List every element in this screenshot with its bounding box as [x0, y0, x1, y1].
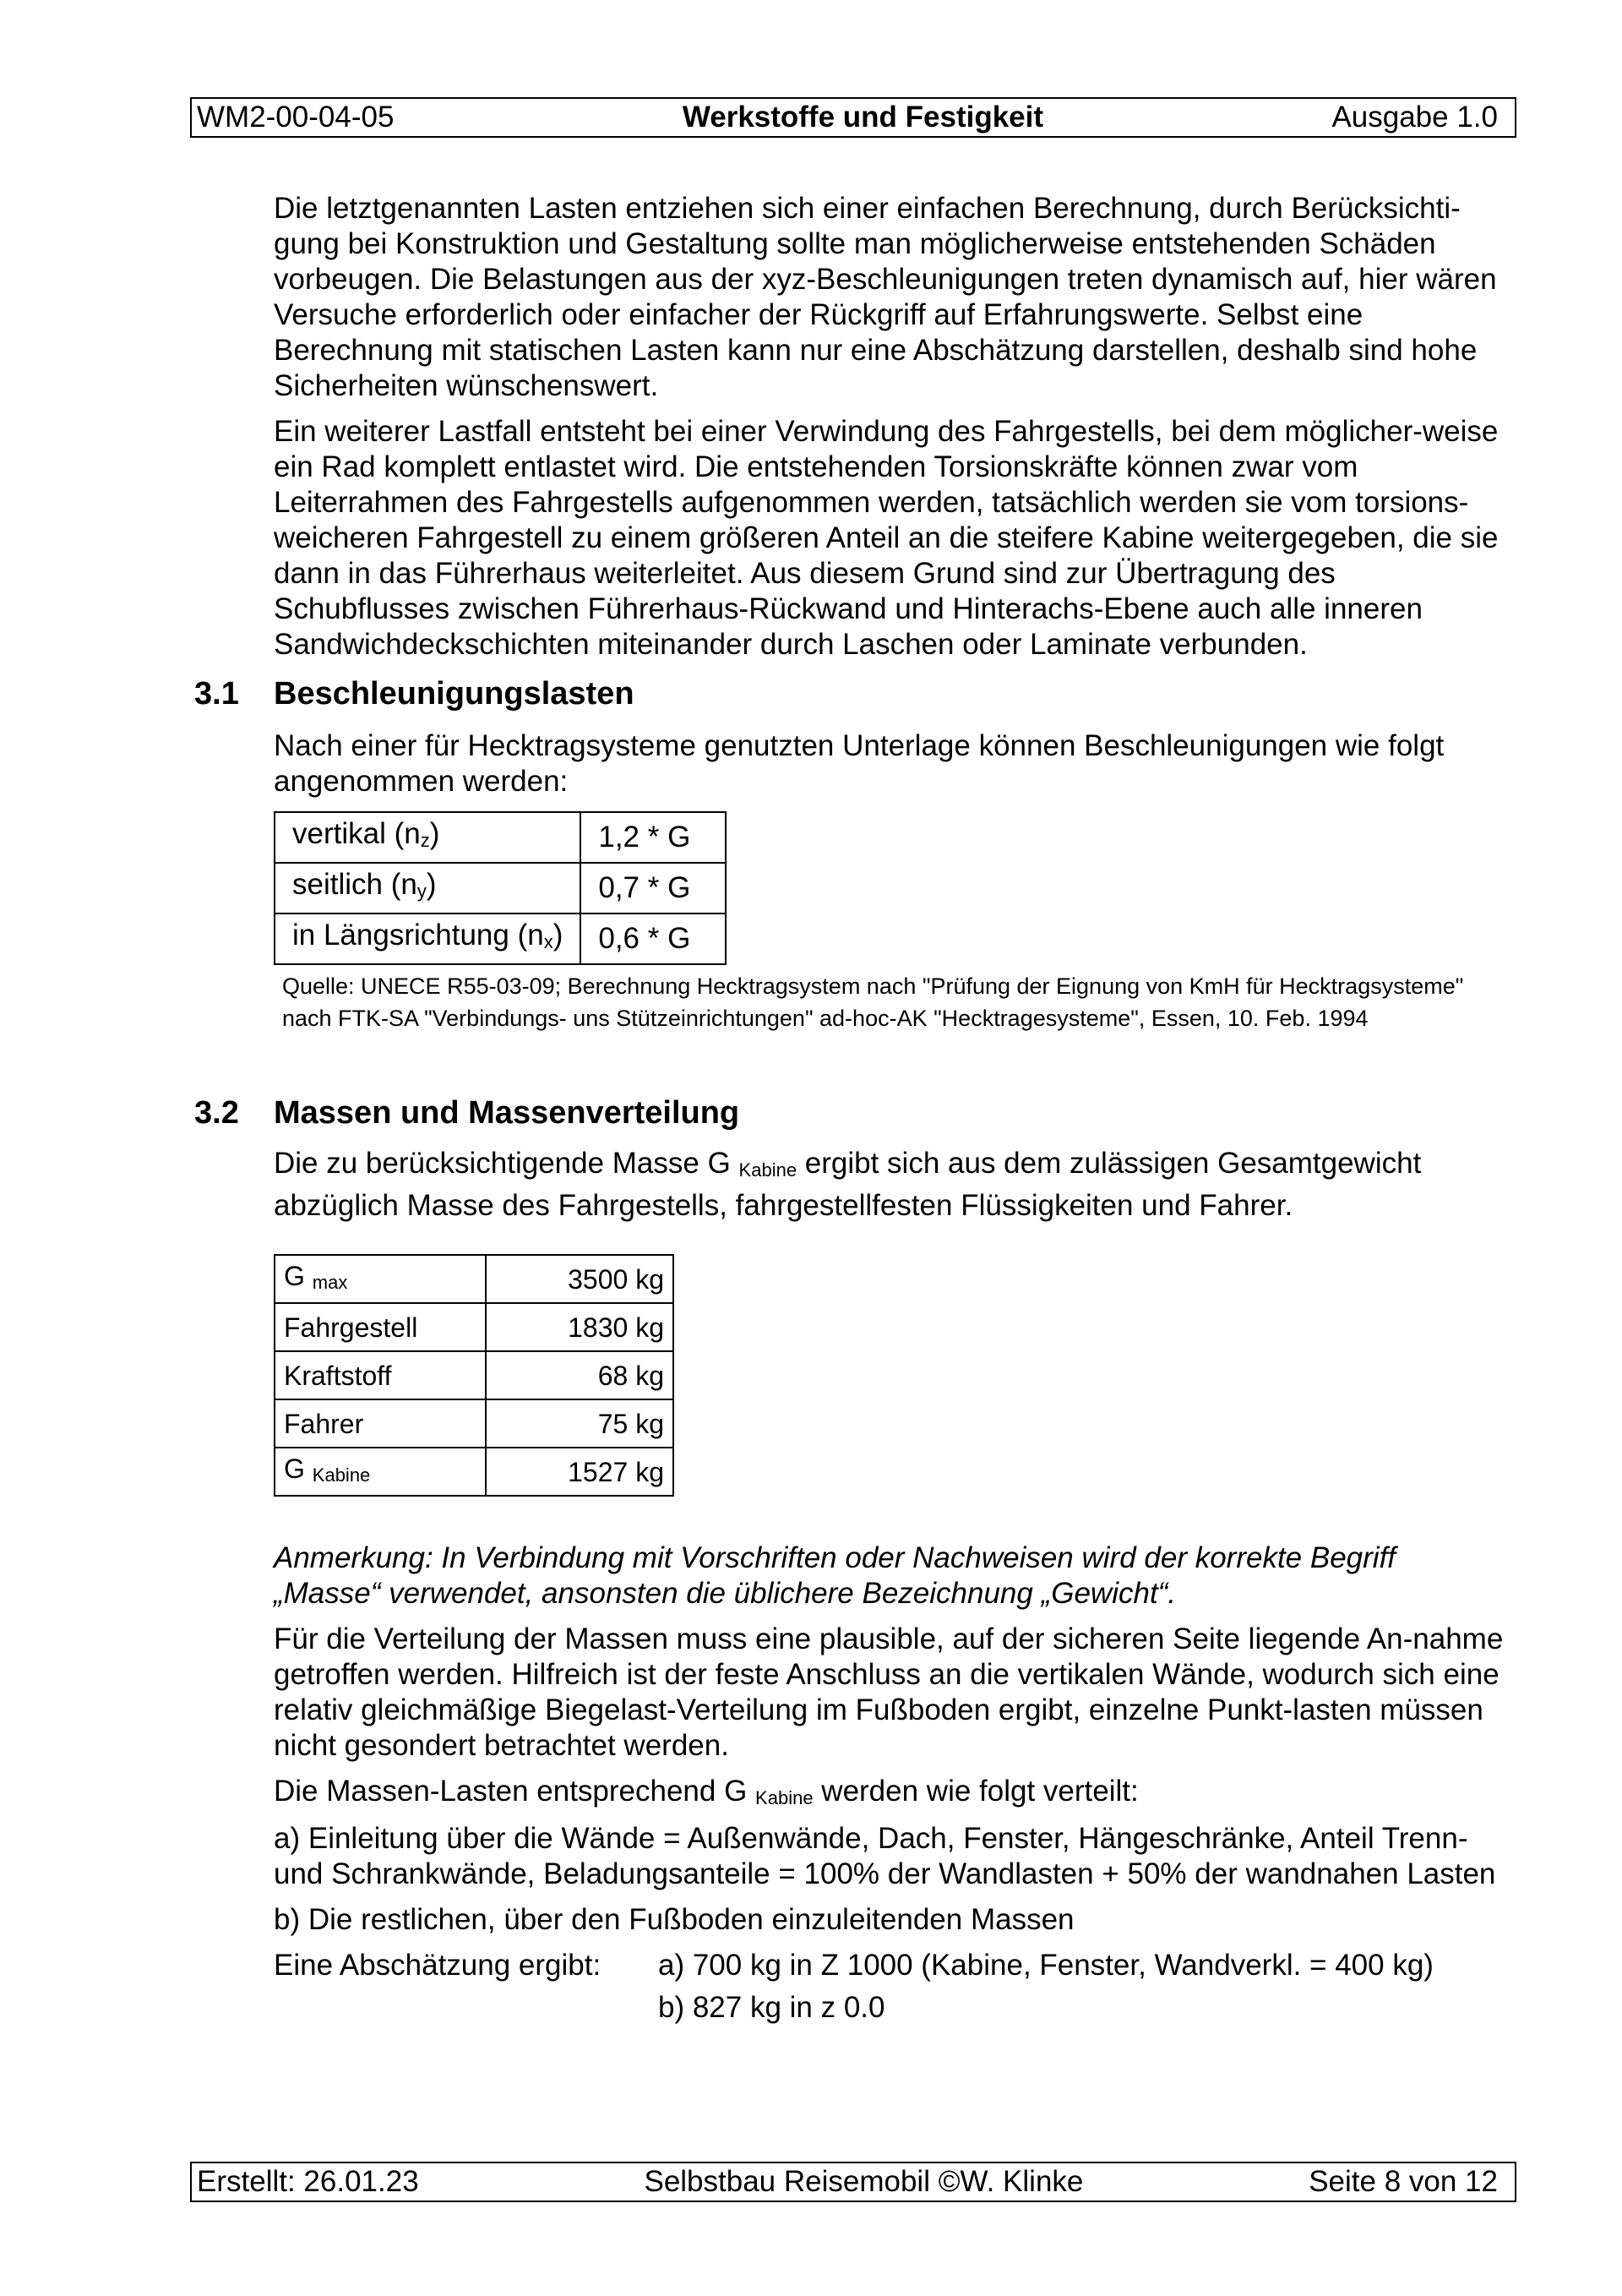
section-3-2-heading [194, 1093, 739, 1133]
section-3-2-body [274, 1146, 1507, 2026]
item-b-paragraph: b) Die restlichen, über den Fußboden einzuleitenden Massen [274, 1903, 1075, 1936]
row-value: 1,2 * G [580, 812, 726, 863]
row-label: G $_{max}$ [275, 1255, 486, 1303]
table-row [275, 1448, 673, 1496]
row-label: Fahrgestell [275, 1303, 486, 1351]
section-3-2-text: Die zu berücksichtigende Masse G $_{Kabine}$ ergibt sich aus dem zulässigen Gesamtgewicht abzüglich Masse des Fahrgestells, fahrgestellfesten Flüssigkeiten und Fahrer. [274, 1147, 1422, 1222]
table-row [275, 863, 726, 913]
edition: Ausgabe 1.0 [1331, 101, 1498, 134]
section-3-1-heading [194, 674, 634, 714]
estimate-label: Eine Abschätzung ergibt: [274, 1949, 601, 1982]
acceleration-table [274, 811, 727, 965]
intro-text [274, 191, 1507, 673]
section-number: 3.2 [194, 1095, 239, 1131]
table-row [275, 913, 726, 964]
distribution-paragraph: Für die Verteilung der Massen muss eine plausible, auf der sicheren Seite liegende An-nahme getroffen werden. Hilfreich ist der feste Anschluss an die vertikalen Wände, wodurch sich eine relativ gleichmäßige Biegelast-Verteilung im Fußboden ergibt, einzelne Punkt-lasten müssen nicht gesondert betrachtet werden. [274, 1622, 1504, 1762]
estimate-a: a) 700 kg in Z 1000 (Kabine, Fenster, Wandverkl. = 400 kg) [658, 1949, 1434, 1982]
created-date: Erstellt: 26.01.23 [197, 2165, 419, 2198]
section-3-1-text: Nach einer für Hecktragsysteme genutzten Unterlage können Beschleunigungen wie folgt angenommen werden: [274, 729, 1445, 798]
row-label: Fahrer [275, 1399, 486, 1448]
row-value: 3500 kg [486, 1255, 673, 1303]
annotation-note: Anmerkung: In Verbindung mit Vorschriften oder Nachweisen wird der korrekte Begriff „Masse“ verwendet, ansonsten die üblichere Bezeichnung „Gewicht“. [274, 1541, 1396, 1610]
estimate-b: b) 827 kg in z 0.0 [658, 1991, 885, 2024]
intro-paragraph-1: Die letztgenannten Lasten entziehen sich einer einfachen Berechnung, durch Berücksichti-gung bei Konstruktion und Gestaltung sollte man möglicherweise entstehenden Schäden vorbeugen. Die Belastungen aus der xyz-Beschleunigungen treten dynamisch auf, hier wären Versuche erforderlich oder einfacher der Rückgriff auf Erfahrungswerte. Selbst eine Berechnung mit statischen Lasten kann nur eine Abschätzung darstellen, deshalb sind hohe Sicherheiten wünschenswert. [274, 192, 1497, 402]
row-value: 68 kg [486, 1351, 673, 1399]
table-row [275, 1303, 673, 1351]
section-3-1-body [274, 728, 1507, 1033]
mass-table [274, 1254, 674, 1497]
row-value: 0,7 * G [580, 863, 726, 913]
row-label: Kraftstoff [275, 1351, 486, 1399]
section-title: Massen und Massenverteilung [274, 1095, 740, 1131]
row-value: 1830 kg [486, 1303, 673, 1351]
loads-paragraph: Die Massen-Lasten entsprechend G $_{Kabine}$ werden wie folgt verteilt: [274, 1775, 1139, 1808]
source-note-2: nach FTK-SA "Verbindungs- uns Stützeinrichtungen" ad-hoc-AK "Hecktragesysteme", Essen, 10. Feb. 1994 [282, 1006, 1369, 1031]
row-value: 0,6 * G [580, 913, 726, 964]
page-number: Seite 8 von 12 [1309, 2165, 1498, 2198]
intro-paragraph-2: Ein weiterer Lastfall entsteht bei einer Verwindung des Fahrgestells, bei dem möglicher-weise ein Rad komplett entlastet wird. Die entstehenden Torsionskräfte können zwar vom Leiterrahmen des Fahrgestells aufgenommen werden, tatsächlich werden sie vom torsions-weicheren Fahrgestell zu einem größeren Anteil an die steifere Kabine weitergegeben, die sie dann in das Führerhaus weiterleitet. Aus diesem Grund sind zur Übertragung des Schubflusses zwischen Führerhaus-Rückwand und Hinterachs-Ebene auch alle inneren Sandwichdeckschichten miteinander durch Laschen oder Laminate verbunden. [274, 415, 1499, 661]
header-title: Werkstoffe und Festigkeit [682, 101, 1044, 134]
row-label: G $_{Kabine}$ [275, 1448, 486, 1496]
source-note-1: Quelle: UNECE R55-03-09; Berechnung Hecktragsystem nach "Prüfung der Eignung von KmH für Hecktragsysteme" [282, 973, 1464, 999]
page-footer [190, 2162, 1516, 2202]
table-row [275, 1351, 673, 1399]
table-row [275, 812, 726, 863]
item-a-paragraph: a) Einleitung über die Wände = Außenwände, Dach, Fenster, Hängeschränke, Anteil Trenn- und Schrankwände, Beladungsanteile = 100% der Wandlasten + 50% der wandnahen Lasten [274, 1822, 1496, 1890]
footer-center: Selbstbau Reisemobil ©W. Klinke [644, 2165, 1084, 2198]
section-number: 3.1 [194, 676, 239, 712]
table-row [275, 1399, 673, 1448]
row-value: 1527 kg [486, 1448, 673, 1496]
row-label: in Längsrichtung $(n_x)$ [275, 913, 580, 964]
estimate-values [658, 1948, 1434, 2026]
row-label: seitlich $(n_y)$ [275, 863, 580, 913]
page-header [190, 97, 1516, 138]
row-label: vertikal $(n_z)$ [275, 812, 580, 863]
doc-id: WM2-00-04-05 [197, 101, 395, 134]
section-title: Beschleunigungslasten [274, 676, 634, 712]
row-value: 75 kg [486, 1399, 673, 1448]
table-row [275, 1255, 673, 1303]
estimate-block [274, 1948, 1507, 2026]
